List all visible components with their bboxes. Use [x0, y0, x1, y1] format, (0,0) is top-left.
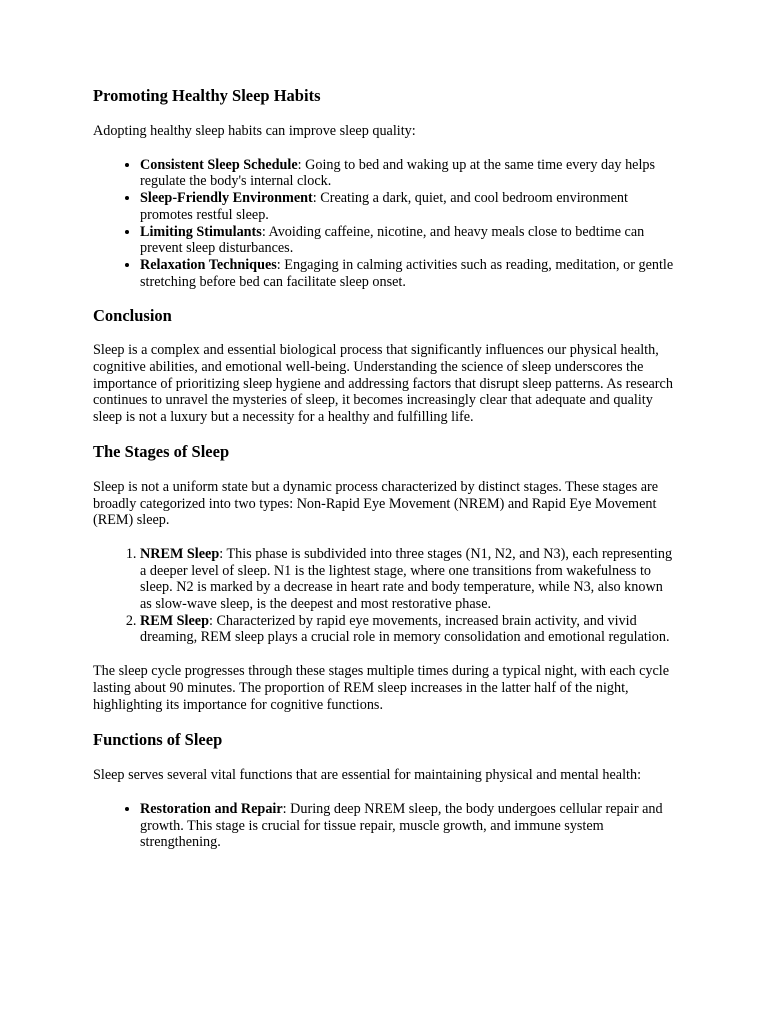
list-item-text: : Avoiding caffeine, nicotine, and heavy meals close to bedtime can prevent sleep disturbances. — [140, 223, 645, 257]
stages-list — [93, 546, 675, 646]
list-item-term: NREM Sleep — [140, 545, 220, 562]
sleep-habits-list — [93, 157, 675, 291]
list-item-term: Relaxation Techniques — [140, 256, 277, 273]
conclusion-paragraph: Sleep is a complex and essential biological process that significantly influences our physical health, cognitive abilities, and emotional well-being. Understanding the science of sleep underscores the importance of prioritizing sleep hygiene and addressing factors that disrupt sleep patterns. As research continues to unravel the mysteries of sleep, it becomes increasingly clear that adequate and quality sleep is not a luxury but a necessity for a healthy and fulfilling life. — [93, 342, 673, 426]
list-item-text: : Engaging in calming activities such as reading, meditation, or gentle stretching before bed can facilitate sleep onset. — [140, 256, 674, 290]
functions-list — [93, 801, 675, 851]
list-item-term: Sleep-Friendly Environment — [140, 190, 313, 207]
list-item-text: : During deep NREM sleep, the body undergoes cellular repair and growth. This stage is crucial for tissue repair, muscle growth, and immune system strengthening. — [140, 800, 663, 851]
list-item-term: Limiting Stimulants — [140, 223, 262, 240]
list-item — [140, 224, 675, 257]
sleep-habits-intro: Adopting healthy sleep habits can improve sleep quality: — [93, 123, 416, 139]
list-item — [140, 801, 675, 851]
list-item-term: Consistent Sleep Schedule — [140, 156, 298, 173]
list-item — [140, 257, 675, 290]
stages-cycle-paragraph: The sleep cycle progresses through these stages multiple times during a typical night, with each cycle lasting about 90 minutes. The proportion of REM sleep increases in the latter half of the night, highlighting its importance for cognitive functions. — [93, 663, 669, 713]
section-heading-stages: The Stages of Sleep — [93, 441, 230, 461]
section-heading-sleep-habits: Promoting Healthy Sleep Habits — [93, 86, 321, 105]
list-item-term: Restoration and Repair — [140, 800, 283, 817]
section-heading-functions: Functions of Sleep — [93, 730, 223, 750]
list-item-text: : This phase is subdivided into three stages (N1, N2, and N3), each representing a deeper level of sleep. N1 is the lightest stage, where one transitions from wakefulness to sleep. N2 is marked by a decrease in heart rate and body temperature, while N3, also known as slow-wave sleep, is the deepest and most restorative phase. — [140, 545, 673, 613]
stages-intro: Sleep is not a uniform state but a dynamic process characterized by distinct stages. These stages are broadly categorized into two types: Non-Rapid Eye Movement (NREM) and Rapid Eye Movement (REM) sleep. — [93, 478, 659, 529]
list-item-term: REM Sleep — [140, 612, 209, 629]
functions-intro: Sleep serves several vital functions that are essential for maintaining physical and mental health: — [93, 767, 642, 784]
list-item — [140, 157, 675, 190]
list-item-text: : Going to bed and waking up at the same time every day helps regulate the body's internal clock. — [140, 156, 656, 190]
list-item — [140, 546, 675, 613]
list-item — [140, 613, 675, 646]
section-heading-conclusion: Conclusion — [93, 306, 172, 326]
list-item — [140, 190, 675, 223]
list-item-text: : Characterized by rapid eye movements, increased brain activity, and vivid dreaming, REM sleep plays a crucial role in memory consolidation and emotional regulation. — [140, 612, 670, 646]
list-item-text: : Creating a dark, quiet, and cool bedroom environment promotes restful sleep. — [140, 190, 628, 223]
